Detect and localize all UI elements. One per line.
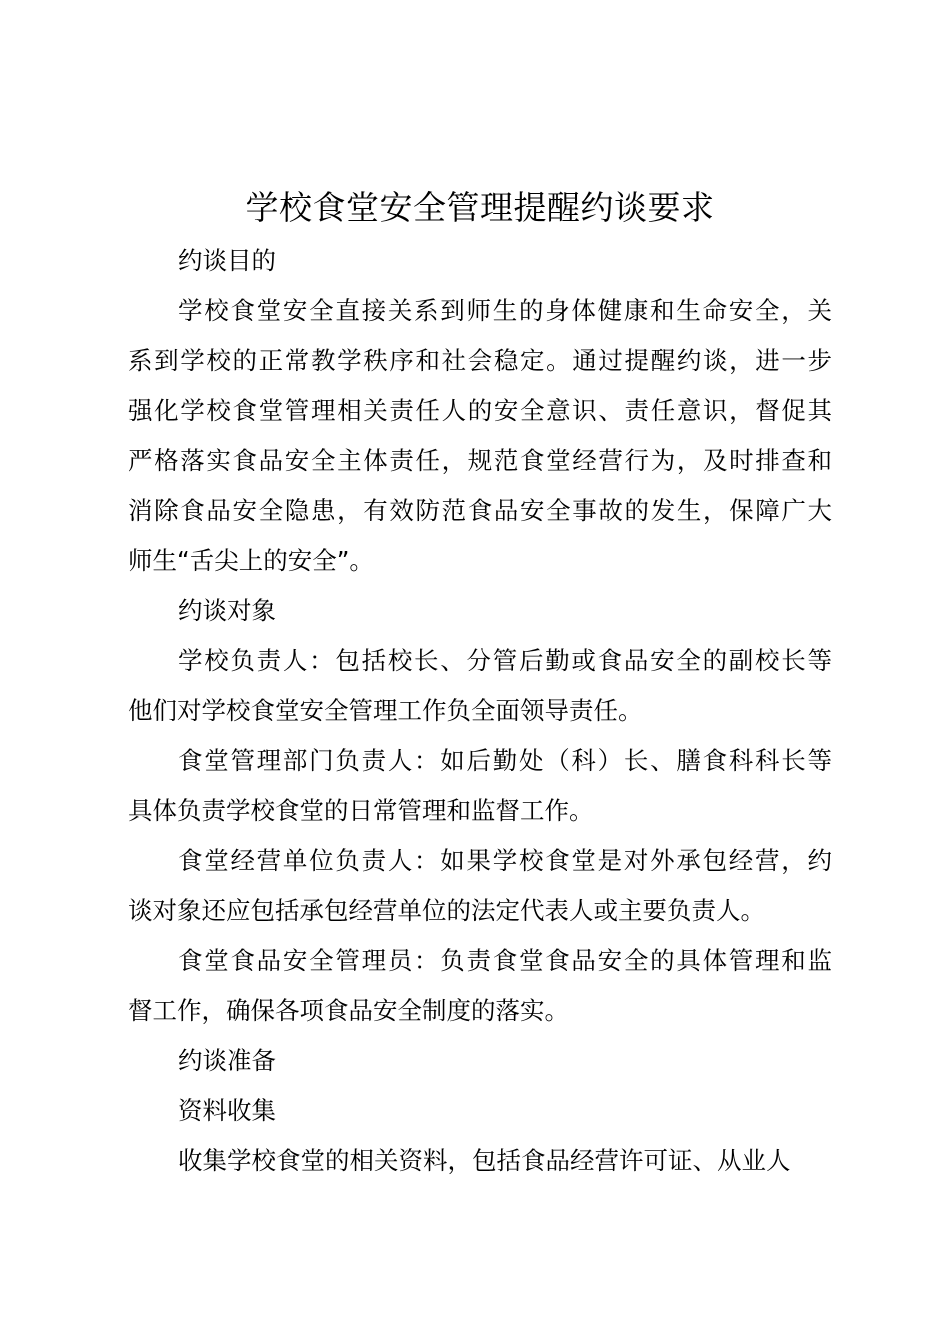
target-line: 食堂食品安全管理员：负责食堂食品安全的具体管理和监: [178, 946, 832, 975]
target-line: 谈对象还应包括承包经营单位的法定代表人或主要负责人。: [128, 896, 765, 925]
section-heading-target: 约谈对象: [178, 596, 276, 625]
section-heading-purpose: 约谈目的: [178, 246, 276, 275]
document-page: [128, 180, 832, 1186]
subsection-heading-materials: 资料收集: [178, 1096, 276, 1125]
purpose-line: 师生“舌尖上的安全”。: [128, 546, 374, 575]
target-item-safety-manager: [128, 936, 832, 1036]
document-title: 学校食堂安全管理提醒约谈要求: [245, 188, 715, 227]
purpose-line: 消除食品安全隐患，有效防范食品安全事故的发生，保障广大: [128, 496, 832, 525]
target-line: 食堂经营单位负责人：如果学校食堂是对外承包经营，约: [178, 846, 832, 875]
target-item-department: [128, 736, 832, 836]
purpose-line: 系到学校的正常教学秩序和社会稳定。通过提醒约谈，进一步: [128, 346, 832, 375]
target-line: 他们对学校食堂安全管理工作负全面领导责任。: [128, 696, 643, 725]
target-line: 食堂管理部门负责人：如后勤处（科）长、膳食科科长等: [178, 746, 832, 775]
purpose-paragraph: [128, 286, 832, 586]
section-heading-preparation: 约谈准备: [178, 1046, 276, 1075]
target-line: 督工作，确保各项食品安全制度的落实。: [128, 996, 569, 1025]
purpose-line: 严格落实食品安全主体责任，规范食堂经营行为，及时排查和: [128, 446, 832, 475]
target-line: 学校负责人：包括校长、分管后勤或食品安全的副校长等: [178, 646, 832, 675]
purpose-line: 学校食堂安全直接关系到师生的身体健康和生命安全，关: [178, 296, 832, 325]
target-line: 具体负责学校食堂的日常管理和监督工作。: [128, 796, 594, 825]
target-item-operator: [128, 836, 832, 936]
materials-line: 收集学校食堂的相关资料，包括食品经营许可证、从业人: [178, 1146, 791, 1175]
target-item-principal: [128, 636, 832, 736]
purpose-line: 强化学校食堂管理相关责任人的安全意识、责任意识，督促其: [128, 396, 832, 425]
materials-paragraph: [128, 1136, 832, 1186]
